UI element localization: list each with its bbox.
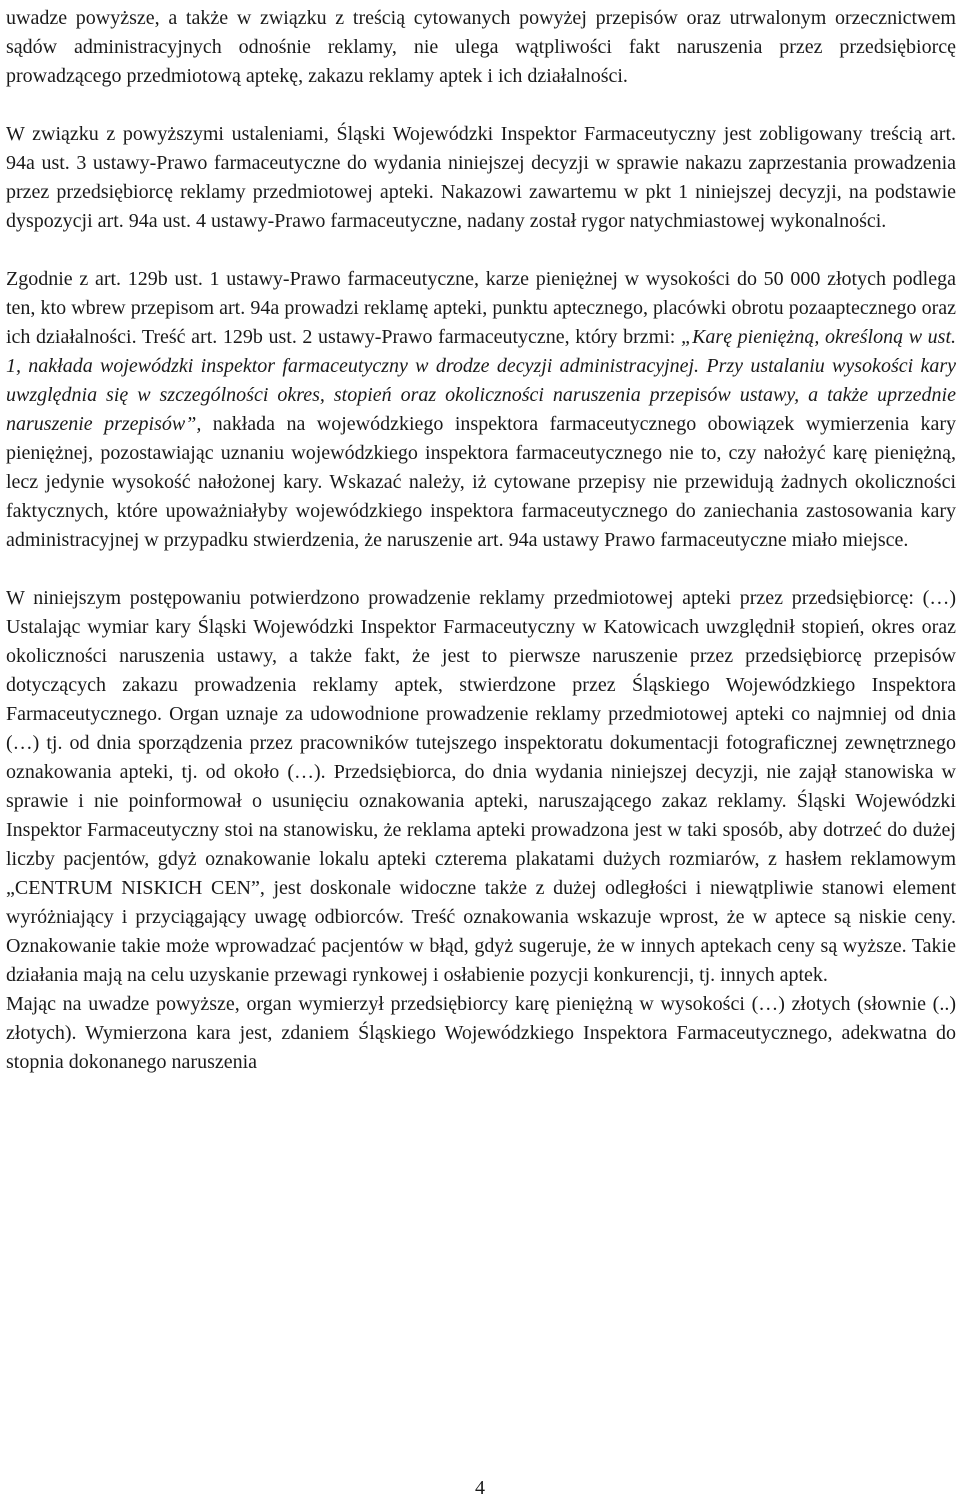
paragraph-conclusion-advertising: uwadze powyższe, a także w związku z treścią cytowanych powyżej przepisów oraz utrwalonym orzecznictwem sądów administracyjnych odnośnie reklamy, nie ulega wątpliwości fakt naruszenia przez przedsiębiorcę prowadzącego przedmiotową aptekę, zakazu reklamy aptek i ich działalności. [6,7,956,87]
paragraph-legal-basis: W związku z powyższymi ustaleniami, Śląski Wojewódzki Inspektor Farmaceutyczny jest zobligowany treścią art. 94a ust. 3 ustawy-Prawo farmaceutyczne do wydania niniejszej decyzji w sprawie nakazu zaprzestania prowadzenia przez przedsiębiorcę reklamy przedmiotowej apteki. Nakazowi zawartemu w pkt 1 niniejszej decyzji, na podstawie dyspozycji art. 94a ust. 4 ustawy-Prawo farmaceutyczne, nadany został rygor natychmiastowej wykonalności. [6,123,956,232]
page-number: 4 [475,1477,485,1499]
paragraph-penalty-provisions [6,265,956,555]
paragraph-spacer [6,236,956,265]
paragraph-spacer [6,91,956,120]
paragraph-spacer [6,555,956,584]
paragraph-penalty-decision: Mając na uwadze powyższe, organ wymierzył przedsiębiorcy karę pieniężną w wysokości (…) złotych (słownie (..) złotych). Wymierzona kara jest, zdaniem Śląskiego Wojewódzkiego Inspektora Farmaceutycznego, adekwatna do stopnia dokonanego naruszenia [6,993,956,1073]
document-body [6,4,956,1077]
penalty-text-start: Zgodnie z art. 129b ust. 1 ustawy-Prawo farmaceutyczne, karze pieniężnej w wysokości do 50 000 złotych podlega ten, kto wbrew przepisom art. 94a prowadzi reklamę apteki, punktu aptecznego, placówki obrotu pozaaptecznego oraz ich działalności. Treść art. 129b ust. 2 ustawy-Prawo farmaceutyczne, który brzmi: [6,268,956,348]
quoted-statute: „Karę pieniężną, określoną w ust. 1, nakłada wojewódzki inspektor farmaceutyczny w drodze decyzji administracyjnej. Przy ustalaniu wysokości kary uwzględnia się w szczególności okres, stopień oraz okoliczności naruszenia przepisów ustawy, a także uprzednie naruszenie przepisów”, [6,326,956,435]
paragraph-proceedings-findings: W niniejszym postępowaniu potwierdzono prowadzenie reklamy przedmiotowej apteki przez przedsiębiorcę: (…) Ustalając wymiar kary Śląski Wojewódzki Inspektor Farmaceutyczny w Katowicach uwzględnił stopień, okres oraz okoliczności naruszenia ustawy, a także fakt, że jest to pierwsze naruszenie przez przedsiębiorcę przepisów dotyczących zakazu prowadzenia reklamy aptek, stwierdzone przez Śląskiego Wojewódzkiego Inspektora Farmaceutycznego. Organ uznaje za udowodnione prowadzenie reklamy przedmiotowej apteki co najmniej od dnia (…) tj. od dnia sporządzenia przez pracowników tutejszego inspektoratu dokumentacji fotograficznej zewnętrznego oznakowania apteki, tj. od około (…). Przedsiębiorca, do dnia wydania niniejszej decyzji, nie zajął stanowiska w sprawie i nie poinformował o usunięciu oznakowania apteki, naruszającego zakaz reklamy. Śląski Wojewódzki Inspektor Farmaceutyczny stoi na stanowisku, że reklama apteki prowadzona jest w taki sposób, aby dotrzeć do dużej liczby pacjentów, gdyż oznakowanie lokalu apteki czterema plakatami dużych rozmiarów, z hasłem reklamowym „CENTRUM NISKICH CEN”, jest doskonale widoczne także z dużej odległości i niewątpliwie stanowi element wyróżniający i przyciągający uwagę odbiorców. Treść oznakowania wskazuje wprost, że w aptece są niskie ceny. Oznakowanie takie może wprowadzać pacjentów w błąd, gdyż sugeruje, że w innych aptekach ceny są wyższe. Takie działania mają na celu uzyskanie przewagi rynkowej i osłabienie pozycji konkurencji, tj. innych aptek. [6,587,956,986]
penalty-text-end: nakłada na wojewódzkiego inspektora farmaceutycznego obowiązek wymierzenia kary pieniężnej, pozostawiając uznaniu wojewódzkiego inspektora farmaceutycznego nie to, czy nałożyć karę pieniężną, lecz jedynie wysokość nałożonej kary. Wskazać należy, iż cytowane przepisy nie przewidują żadnych okoliczności faktycznych, które upoważniałyby wojewódzkiego inspektora farmaceutycznego do zaniechania zastosowania kary administracyjnej w przypadku stwierdzenia, że naruszenie art. 94a ustawy Prawo farmaceutyczne miało miejsce. [6,413,956,551]
